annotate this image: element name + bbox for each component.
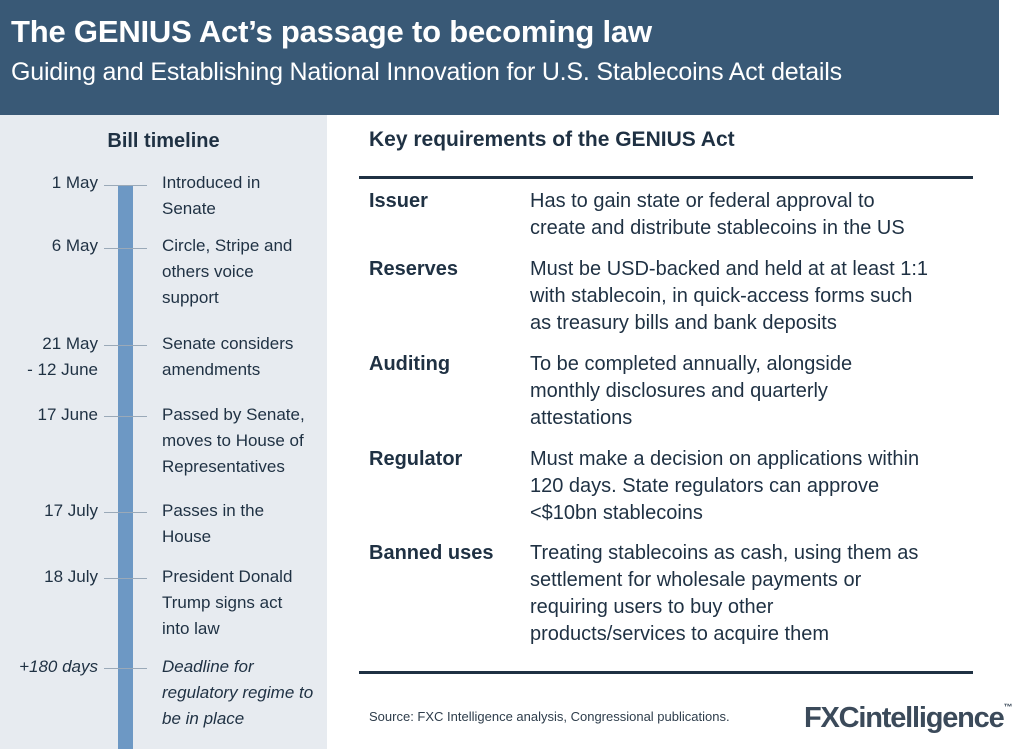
timeline-date: 17 July: [44, 501, 98, 520]
timeline-date: 21 May - 12 June: [27, 334, 98, 379]
timeline-bar: [118, 185, 133, 749]
timeline-date: 6 May: [51, 236, 98, 255]
requirement-label: Issuer: [369, 190, 428, 212]
timeline-tick: [104, 512, 147, 513]
timeline-tick: [104, 345, 147, 346]
timeline-event: Introduced in Senate: [162, 173, 261, 218]
timeline-tick: [104, 248, 147, 249]
requirement-label: Auditing: [369, 353, 451, 375]
timeline-event: Circle, Stripe and others voice support: [162, 236, 293, 307]
requirement-label: Regulator: [369, 448, 463, 470]
requirement-text: Must be USD-backed and held at at least 1:1 with stablecoin, in quick-access forms such as treasury bills and bank deposits: [530, 258, 929, 334]
requirement-text: Treating stablecoins as cash, using them as settlement for wholesale payments or requiring users to buy other products/services to acquire them: [530, 542, 919, 645]
timeline-event: Senate considers amendments: [162, 334, 294, 379]
timeline-tick: [104, 185, 147, 186]
timeline-date: 17 June: [37, 405, 98, 424]
bottom-divider: [359, 671, 973, 674]
requirement-label: Reserves: [369, 258, 458, 280]
requirement-text: To be completed annually, alongside monthly disclosures and quarterly attestations: [530, 353, 853, 429]
timeline-tick: [104, 416, 147, 417]
timeline-date: +180 days: [19, 657, 98, 676]
top-divider: [359, 176, 973, 179]
page-title: The GENIUS Act’s passage to becoming law: [11, 14, 652, 49]
timeline-panel: [0, 115, 327, 749]
fxc-intelligence-logo: [804, 702, 1013, 735]
timeline-event: Deadline for regulatory regime to be in place: [162, 657, 314, 728]
source-note: Source: FXC Intelligence analysis, Congressional publications.: [369, 709, 730, 724]
page-subtitle: Guiding and Establishing National Innovation for U.S. Stablecoins Act details: [11, 58, 842, 86]
timeline-event: Passes in the House: [162, 501, 265, 546]
requirements-heading: Key requirements of the GENIUS Act: [369, 128, 735, 151]
timeline-tick: [104, 578, 147, 579]
timeline-date: 1 May: [51, 173, 98, 192]
timeline-event: Passed by Senate, moves to House of Representatives: [162, 405, 305, 476]
requirement-label: Banned uses: [369, 542, 494, 564]
header-banner: [0, 0, 999, 115]
timeline-tick: [104, 668, 147, 669]
timeline-event: President Donald Trump signs act into law: [162, 567, 293, 638]
requirement-text: Has to gain state or federal approval to create and distribute stablecoins in the US: [530, 190, 905, 239]
requirement-text: Must make a decision on applications within 120 days. State regulators can approve <$10bn stablecoins: [530, 448, 920, 524]
timeline-date: 18 July: [44, 567, 98, 586]
logo-wordmark: FXCintelligence: [804, 702, 1004, 734]
trademark-mark: ™: [1003, 702, 1013, 712]
timeline-heading: Bill timeline: [107, 130, 220, 152]
